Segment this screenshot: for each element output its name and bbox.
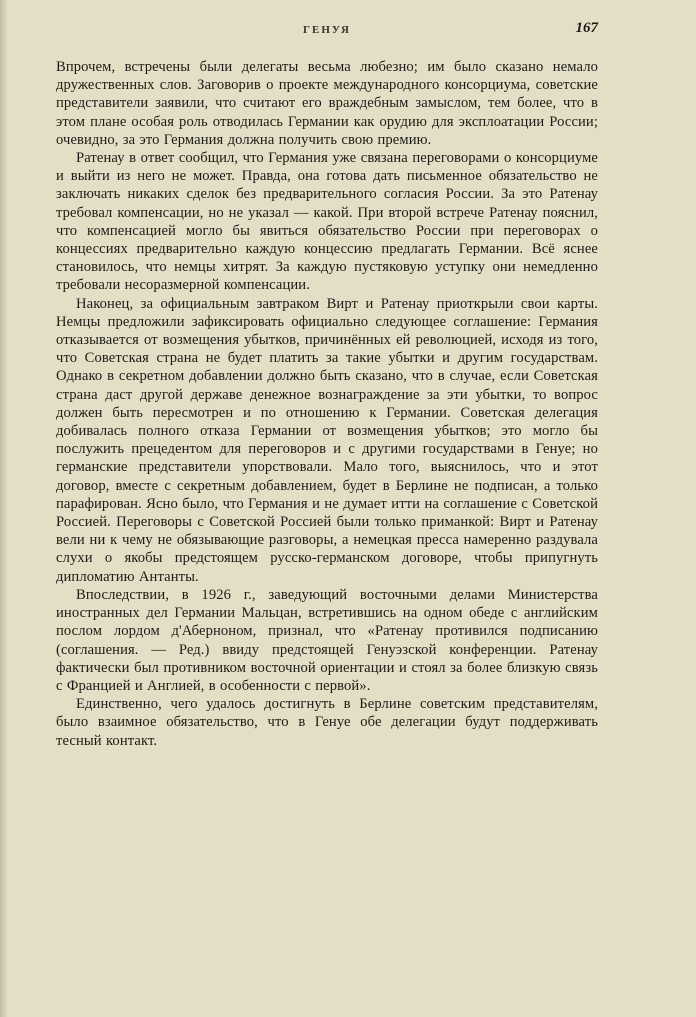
paragraph-2: Ратенау в ответ сообщил, что Германия уже связана переговорами о консорциуме и выйти из него не может. Правда, она готова дать письменное обязательство не заключать никаких сделок без предварительного согласия России. За это Ратенау требовал компенсации, но не указал — какой. При второй встрече Ратенау пояснил, что компенсацией могло бы явиться обязательство России при переговорах о концессиях предварительно каждую концессию предлагать Германии. Всё яснее становилось, что немцы хитрят. За каждую пустяковую уступку они немедленно требовали несоразмерной компенсации. — [56, 150, 598, 294]
paragraph-4: Впоследствии, в 1926 г., заведующий восточными делами Министерства иностранных дел Германии Мальцан, встретившись на одном обеде с английским послом лордом д'Аберноном, признал, что «Ратенау противился подписанию (соглашения. — Ред.) ввиду предстоящей Генуэзской конференции. Ратенау фактически был противником восточной ориентации и стоял за более близкую связь с Францией и Англией, в особенности с первой». — [56, 586, 598, 694]
paragraph-5: Единственно, чего удалось достигнуть в Берлине советским представителям, было взаимное обязательство, что в Генуе обе делегации будут поддерживать тесный контакт. — [56, 696, 598, 749]
paragraph-1: Впрочем, встречены были делегаты весьма любезно; им было сказано немало дружественных слов. Заговорив о проекте международного консорциума, советские представители заявили, что считают его враждебным замыслом, тем более, что в этом плане особая роль отводилась Германии как орудию для эксплоатации России; очевидно, за это Германия должна получить свою премию. — [56, 59, 598, 148]
paragraph-3: Наконец, за официальным завтраком Вирт и Ратенау приоткрыли свои карты. Немцы предложили зафиксировать официально следующее соглашение: Германия отказывается от возмещения убытков, причинённых ей революцией, исходя из того, что Советская страна не будет платить за такие убытки и другим государствам. Однако в секретном добавлении должно быть сказано, что в случае, если Советская страна даст другой державе денежное вознаграждение за эти убытки, то вопрос должен быть пересмотрен и по отношению к Германии. Советская делегация добивалась полного отказа Германии от возмещения убытков; это могло бы послужить прецедентом для переговоров и с другими государствами в Генуе; но германские представители упорствовали. Мало того, выяснилось, что и этот договор, вместе с секретным добавлением, будет в Берлине не подписан, а только парафирован. Ясно было, что Германия и не думает итти на соглашение с Советской Россией. Переговоры с Советской Россией были только приманкой: Вирт и Ратенау вели ни к чему не обязывающие разговоры, а немецкая пресса намеренно раздувала слухи о якобы предстоящем русско-германском договоре, чтобы припугнуть дипломатию Антанты. — [56, 295, 598, 585]
page-number: 167 — [575, 20, 598, 36]
body-text — [56, 58, 598, 750]
page-header — [56, 20, 598, 42]
running-head: ГЕНУЯ — [303, 24, 351, 36]
page-edge-shadow — [0, 0, 8, 1017]
